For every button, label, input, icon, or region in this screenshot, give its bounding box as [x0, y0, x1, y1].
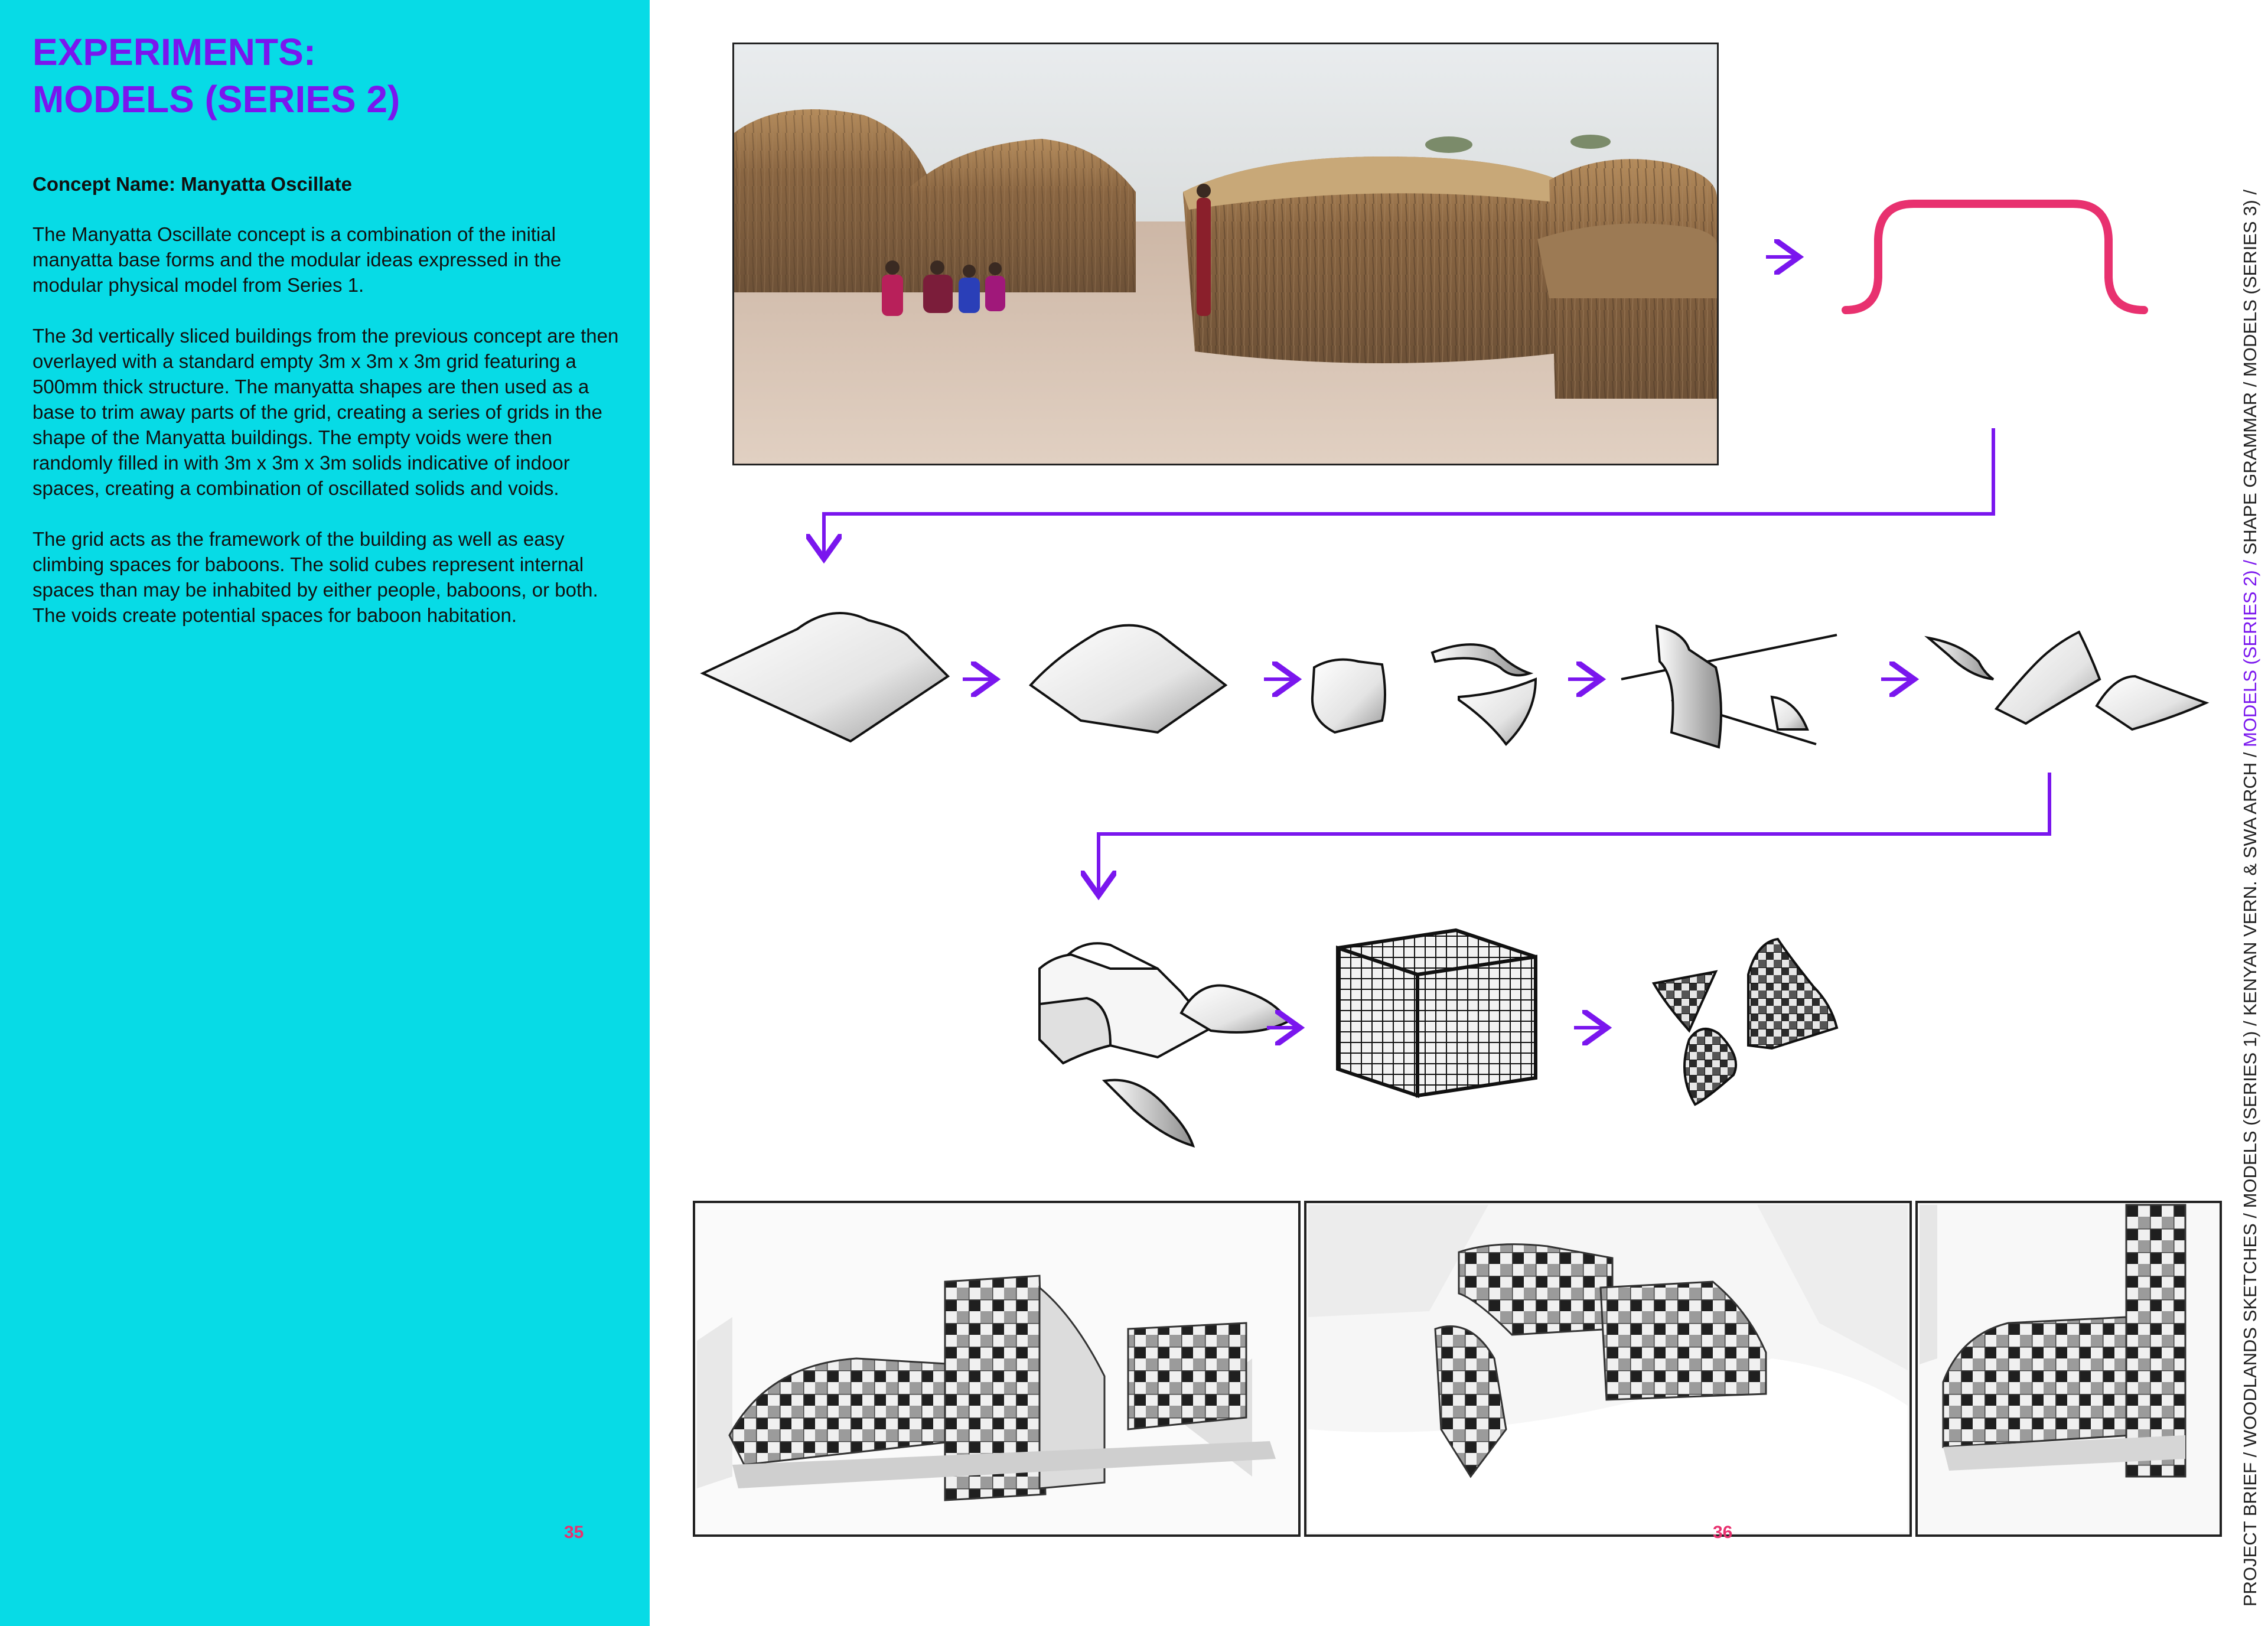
trimmed-surface-shape [1031, 625, 1226, 732]
sliced-surface-shapes [1312, 644, 1536, 744]
extruded-mass-shape [1040, 943, 1288, 1146]
render-2 [1305, 1202, 1911, 1536]
nav-sections-after: SHAPE GRAMMAR / MODELS (SERIES 3) / [2240, 190, 2260, 561]
page-number-right: 36 [1713, 1523, 1733, 1542]
connector-line-2 [1099, 773, 2049, 892]
vertical-section-nav [2238, 190, 2262, 1607]
manyatta-profile-curve [1846, 204, 2144, 310]
paragraph-1: The Manyatta Oscillate concept is a combination of the initial manyatta base forms and the modular ideas expressed in the modular physical model from Series 1. [32, 223, 562, 296]
title-line-2: MODELS (SERIES 2) [32, 78, 400, 120]
paragraph-3: The grid acts as the framework of the building as well as easy climbing spaces for baboons. The solid cubes represent internal spaces than may be inhabited by either people, baboons, or both. The voids create potential spaces for baboon habitation. [32, 528, 598, 626]
concept-name: Concept Name: Manyatta Oscillate [32, 173, 352, 195]
grid-cube-shape [1338, 930, 1536, 1096]
connector-line-1 [824, 428, 1993, 555]
nav-active-section: MODELS (SERIES 2) / [2240, 560, 2260, 747]
render-3 [1917, 1202, 2221, 1536]
page-number-left: 35 [564, 1523, 584, 1542]
separated-surfaces-shape [1928, 632, 2206, 729]
title-line-1: EXPERIMENTS: [32, 31, 317, 73]
nav-sections-before: PROJECT BRIEF / WOODLANDS SKETCHES / MODELS (SERIES 1) / KENYAN VERN. & SWA ARCH / [2240, 747, 2260, 1607]
render-1 [694, 1202, 1299, 1536]
trimmed-grid-shapes [1654, 939, 1837, 1104]
paragraph-2: The 3d vertically sliced buildings from the previous concept are then overlayed with a standard empty 3m x 3m x 3m grid featuring a 500mm thick structure. The manyatta shapes are then used as a base to trim away parts of the grid, creating a series of grids in the shape of the Manyatta buildings. The empty voids were then randomly filled in with 3m x 3m x 3m solids indicative of indoor spaces, creating a combination of oscillated solids and voids. [32, 325, 619, 499]
base-surface-shape [703, 613, 948, 741]
cut-surface-shape [1621, 626, 1837, 747]
